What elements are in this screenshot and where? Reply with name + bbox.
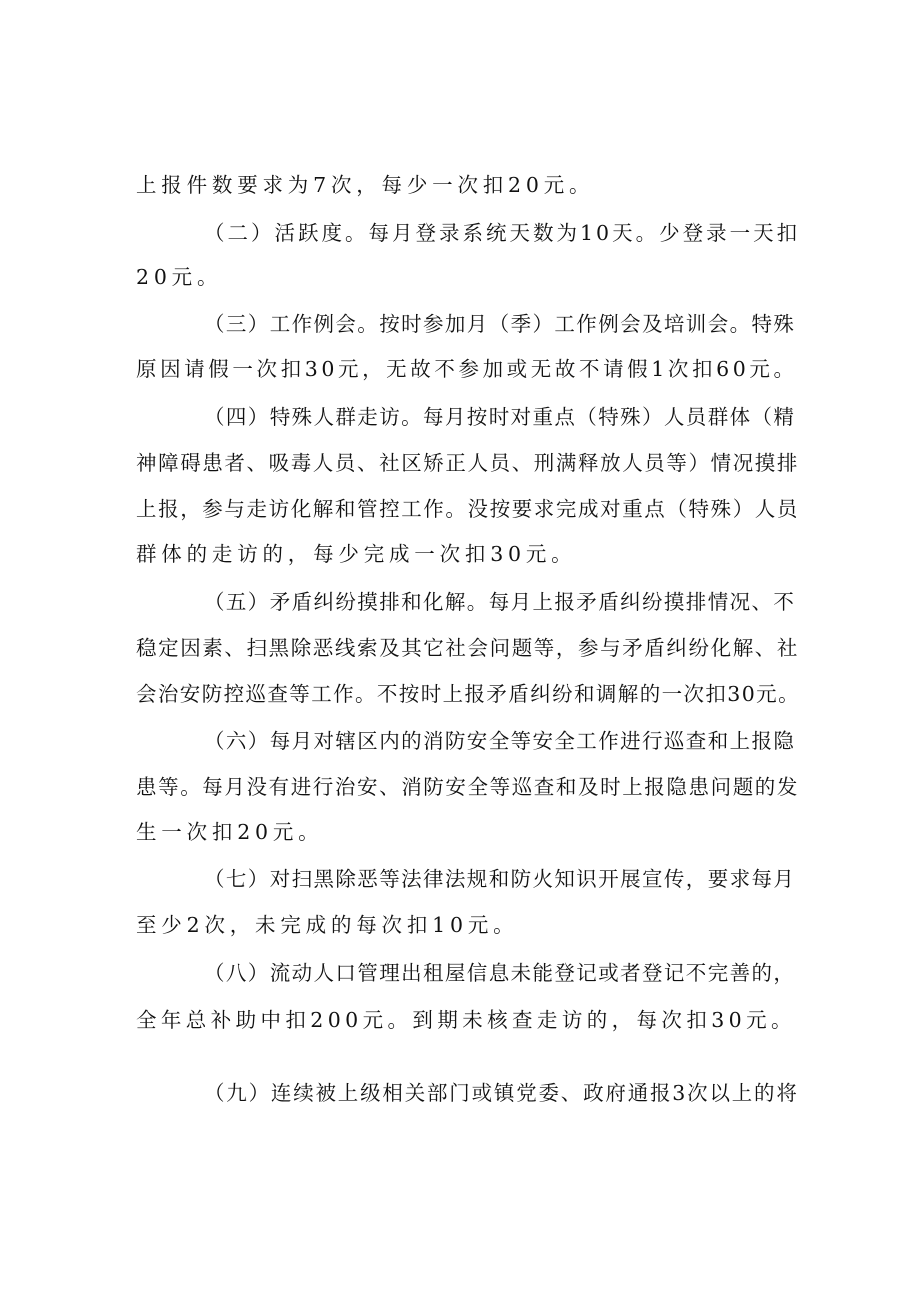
text-line-5: 原因请假一次扣30元，无故不参加或无故不请假1次扣60元。 — [136, 357, 798, 381]
text-line-18: （八）流动人口管理出租屋信息未能登记或者登记不完善的， — [204, 961, 796, 985]
text-line-8: 上报，参与走访化解和管控工作。没按要求完成对重点（特殊）人员 — [136, 497, 799, 521]
text-line-6: （四）特殊人群走访。每月按时对重点（特殊）人员群体（精 — [204, 405, 796, 429]
text-line-20: （九）连续被上级相关部门或镇党委、政府通报3次以上的将 — [204, 1081, 799, 1105]
text-line-13: （六）每月对辖区内的消防安全等安全工作进行巡查和上报隐 — [204, 729, 796, 753]
text-line-3: 20元。 — [136, 265, 223, 289]
text-line-17: 至少2次，未完成的每次扣10元。 — [136, 913, 519, 937]
text-line-2: （二）活跃度。每月登录系统天数为10天。少登录一天扣 — [204, 221, 801, 245]
text-line-7: 神障碍患者、吸毒人员、社区矫正人员、刑满释放人员等）情况摸排 — [136, 451, 799, 475]
text-line-11: 稳定因素、扫黑除恶线索及其它社会问题等，参与矛盾纠纷化解、社 — [136, 636, 799, 660]
text-line-15: 生一次扣20元。 — [136, 820, 324, 844]
text-line-1: 上报件数要求为7次，每少一次扣20元。 — [136, 173, 595, 197]
text-line-9: 群体的走访的，每少完成一次扣30元。 — [136, 542, 577, 566]
text-line-12: 会治安防控巡查等工作。不按时上报矛盾纠纷和调解的一次扣30元。 — [136, 682, 800, 706]
text-line-4: （三）工作例会。按时参加月（季）工作例会及培训会。特殊 — [204, 312, 796, 336]
text-line-16: （七）对扫黑除恶等法律法规和防火知识开展宣传，要求每月 — [204, 867, 796, 891]
text-line-10: （五）矛盾纠纷摸排和化解。每月上报矛盾纠纷摸排情况、不 — [204, 590, 796, 614]
text-line-14: 患等。每月没有进行治安、消防安全等巡查和及时上报隐患问题的发 — [136, 775, 799, 799]
text-line-19: 全年总补助中扣200元。到期未核查走访的，每次扣30元。 — [136, 1008, 796, 1032]
